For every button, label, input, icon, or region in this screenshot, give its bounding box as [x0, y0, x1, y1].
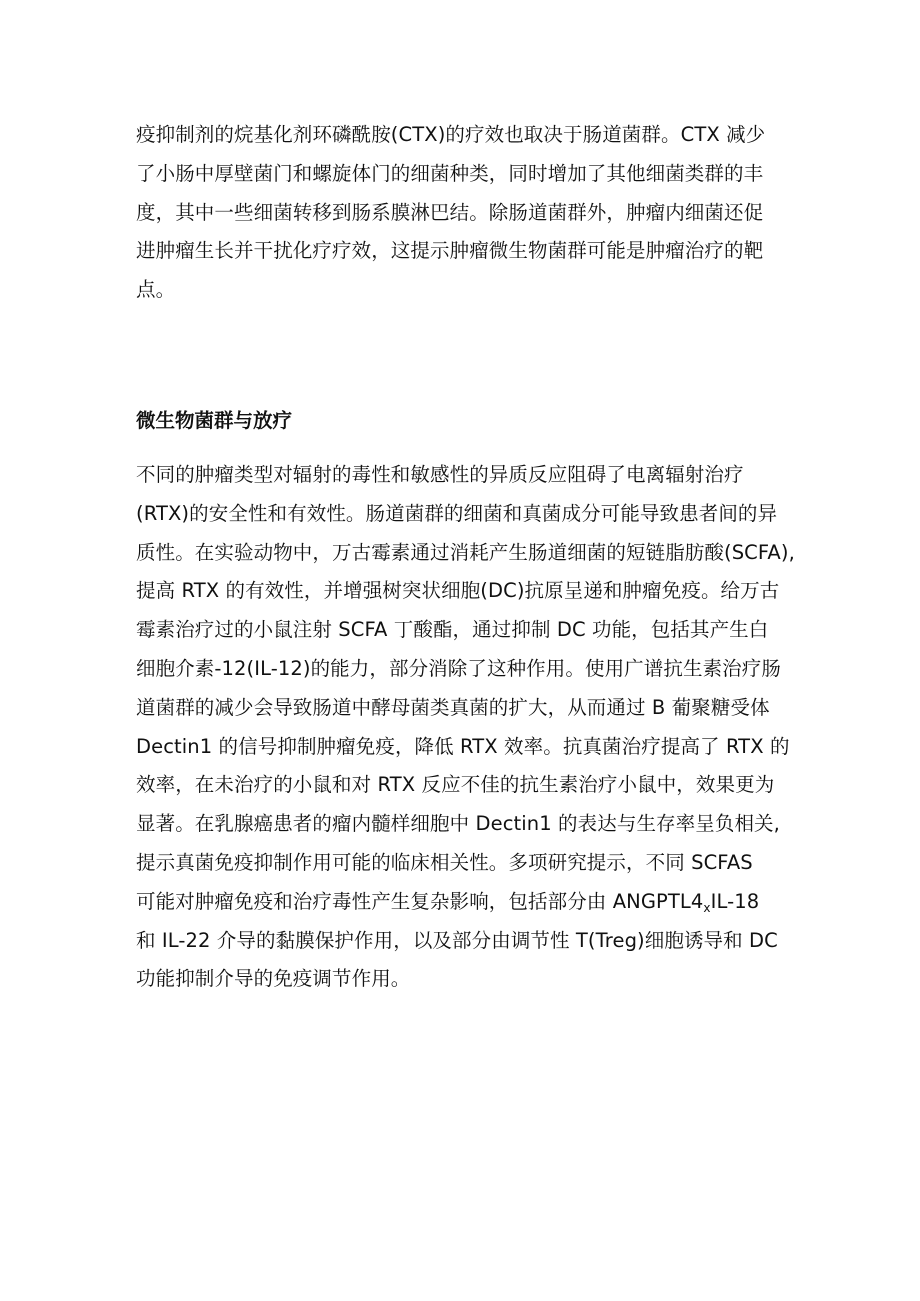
section-heading: 微生物菌群与放疗 [136, 409, 293, 432]
paragraph-ctx-microbiota [136, 116, 796, 310]
line-text: 可能对肿瘤免疫和治疗毒性产生复杂影响，包括部分由 ANGPTL4 [136, 889, 704, 913]
paragraph-line: 点。 [136, 278, 176, 302]
paragraph-radiotherapy [136, 456, 796, 999]
paragraph-line-with-subscript [136, 883, 796, 922]
paragraph-line: 质性。在实验动物中，万古霉素通过消耗产生肠道细菌的短链脂肪酸(SCFA), [136, 540, 795, 564]
paragraph-line: (RTX)的安全性和有效性。肠道菌群的细菌和真菌成分可能导致患者间的异 [136, 501, 778, 525]
paragraph-line: 进肿瘤生长并干扰化疗疗效，这提示肿瘤微生物菌群可能是肿瘤治疗的靶 [136, 239, 764, 263]
line-tail-text: IL-18 [710, 889, 760, 913]
paragraph-line: 了小肠中厚壁菌门和螺旋体门的细菌种类，同时增加了其他细菌类群的丰 [136, 161, 764, 185]
paragraph-line: 提高 RTX 的有效性，并增强树突状细胞(DC)抗原呈递和肿瘤免疫。给万古 [136, 579, 780, 603]
subscript-text: x [703, 900, 711, 915]
paragraph-line: 细胞介素-12(IL-12)的能力，部分消除了这种作用。使用广谱抗生素治疗肠 [136, 656, 781, 680]
paragraph-line: 疫抑制剂的烷基化剂环磷酰胺(CTX)的疗效也取决于肠道菌群。CTX 减少 [136, 123, 766, 146]
paragraph-line: 提示真菌免疫抑制作用可能的临床相关性。多项研究提示，不同 SCFAS [136, 850, 753, 874]
paragraph-line: 度，其中一些细菌转移到肠系膜淋巴结。除肠道菌群外，肿瘤内细菌还促 [136, 200, 764, 224]
paragraph-line: 道菌群的减少会导致肠道中酵母菌类真菌的扩大，从而通过 B 葡聚糖受体 [136, 695, 770, 719]
paragraph-line: 效率，在未治疗的小鼠和对 RTX 反应不佳的抗生素治疗小鼠中，效果更为 [136, 773, 775, 797]
paragraph-line: Dectin1 的信号抑制肿瘤免疫，降低 RTX 效率。抗真菌治疗提高了 RTX 的 [136, 734, 790, 758]
paragraph-line: 显著。在乳腺癌患者的瘤内髓样细胞中 Dectin1 的表达与生存率呈负相关, [136, 812, 780, 836]
paragraph-line: 霉素治疗过的小鼠注射 SCFA 丁酸酯，通过抑制 DC 功能，包括其产生白 [136, 618, 769, 642]
paragraph-line: 功能抑制介导的免疫调节作用。 [136, 967, 411, 991]
paragraph-line: 和 IL-22 介导的黏膜保护作用，以及部分由调节性 T(Treg)细胞诱导和 DC [136, 928, 778, 952]
paragraph-line: 不同的肿瘤类型对辐射的毒性和敏感性的异质反应阻碍了电离辐射治疗 [136, 463, 744, 486]
